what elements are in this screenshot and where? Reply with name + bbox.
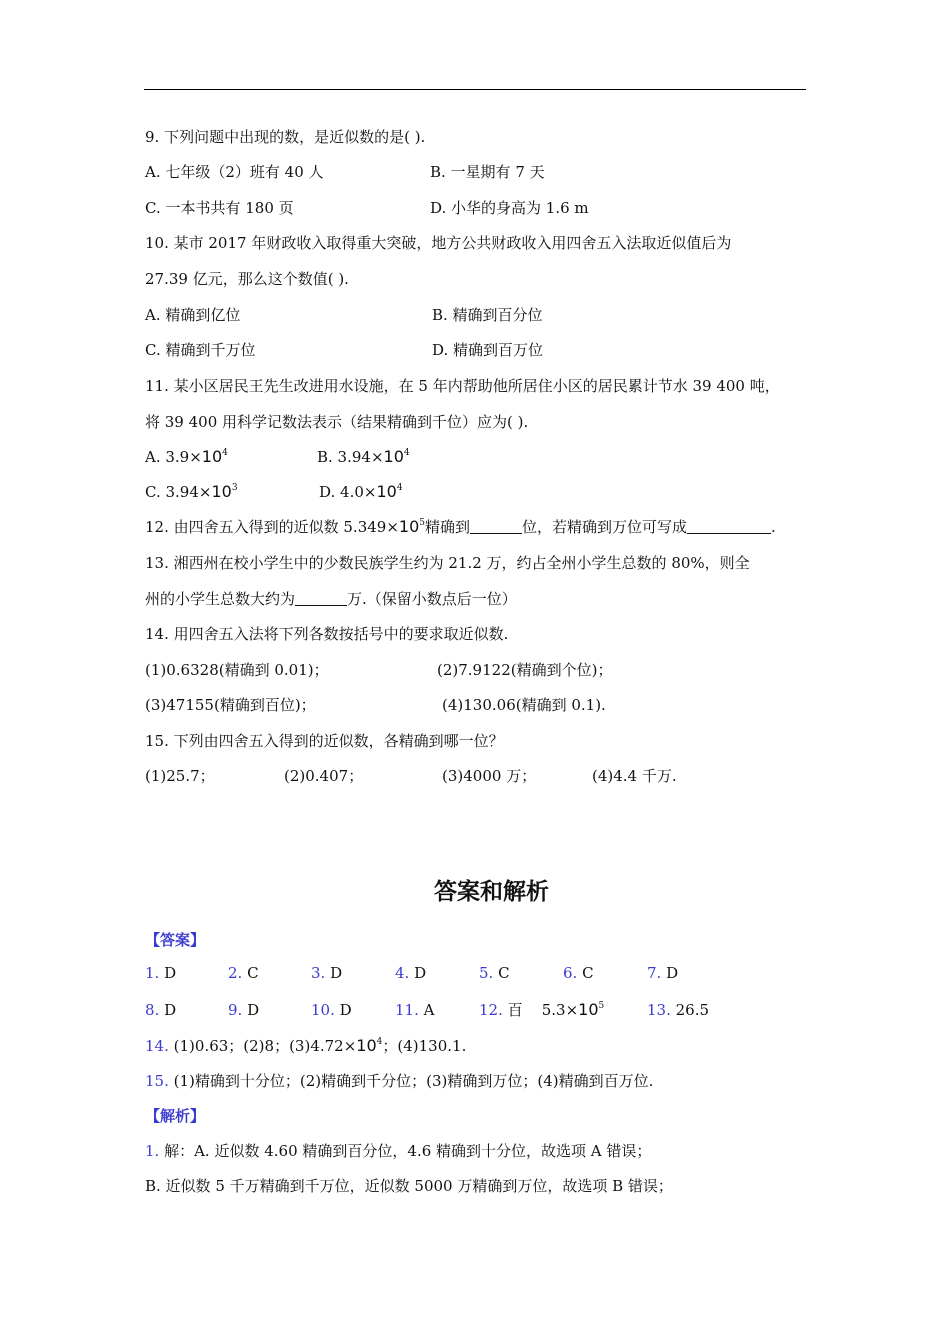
analysis-1-text: 解：A. 近似数 4.60 精确到百分位，4.6 精确到十分位，故选项 A 错误；	[164, 1142, 652, 1160]
q14-item-2: (2)7.9122(精确到个位)；	[437, 661, 613, 679]
answer-10	[311, 1000, 352, 1020]
q11-a-base: 10	[201, 447, 223, 466]
answer-15-text: (1)精确到十分位；(2)精确到千分位；(3)精确到万位；(4)精确到百万位.	[173, 1072, 654, 1090]
answer-11-val: A	[423, 1001, 435, 1019]
q15-item-3: (3)4000 万；	[442, 767, 537, 785]
q13-prefix: 州的小学生总数大约为	[145, 590, 296, 608]
q11-a-exp: 4	[222, 448, 228, 458]
answer-7-num: 7.	[647, 964, 662, 982]
q15-item-4: (4)4.4 千万.	[592, 767, 677, 785]
answer-8-val: D	[164, 1001, 177, 1019]
answer-4-num: 4.	[395, 964, 410, 982]
answer-12	[479, 1000, 604, 1020]
q15-stem: 15. 下列由四舍五入得到的近似数，各精确到哪一位？	[145, 732, 504, 750]
answer-5-num: 5.	[479, 964, 494, 982]
answer-3-num: 3.	[311, 964, 326, 982]
answer-1-num: 1.	[145, 964, 160, 982]
answer-6-num: 6.	[563, 964, 578, 982]
q11-b-base: 10	[383, 447, 404, 466]
q9-option-d: D. 小华的身高为 1.6 m	[430, 199, 589, 217]
analysis-1-num: 1.	[145, 1142, 160, 1160]
answer-13-val: 26.5	[675, 1001, 710, 1019]
answer-9-val: D	[247, 1001, 260, 1019]
q11-option-a	[145, 447, 228, 467]
q14-item-4: (4)130.06(精确到 0.1).	[442, 696, 606, 714]
q10-stem-line2: 27.39 亿元，那么这个数值( ).	[145, 270, 349, 288]
q11-d-base: 10	[376, 482, 397, 501]
q15-item-2: (2)0.407；	[284, 767, 364, 785]
answer-15	[145, 1071, 653, 1091]
q12-prefix: 12. 由四舍五入得到的近似数 5.349×	[145, 518, 399, 536]
q13-blank	[295, 591, 347, 606]
q9-option-a: A. 七年级（2）班有 40 人	[145, 163, 324, 181]
analysis-tag: 【解析】	[145, 1107, 206, 1125]
answer-2-val: C	[247, 964, 259, 982]
q12-blank-1	[470, 519, 522, 534]
answer-3-val: D	[330, 964, 343, 982]
answer-9	[228, 1000, 259, 1020]
answer-13	[647, 1000, 709, 1020]
q13-postfix: 万.（保留小数点后一位）	[347, 590, 517, 608]
answer-5-val: C	[498, 964, 510, 982]
q10-option-d: D. 精确到百万位	[432, 341, 544, 359]
q10-option-b: B. 精确到百分位	[432, 306, 543, 324]
answers-title: 答案和解析	[434, 879, 549, 905]
q12-blank-2	[687, 519, 771, 534]
answer-14-exp: 4	[376, 1037, 383, 1047]
q12-line	[145, 517, 776, 537]
q13-line1: 13. 湘西州在校小学生中的少数民族学生约为 21.2 万，约占全州小学生总数的 80%，则全	[145, 554, 750, 572]
q10-option-a: A. 精确到亿位	[145, 306, 241, 324]
q11-a-prefix: A. 3.9×	[145, 448, 202, 466]
answer-11	[395, 1000, 434, 1020]
q12-mid: 精确到	[425, 518, 471, 536]
q11-c-exp: 3	[231, 483, 238, 493]
answer-4-val: D	[414, 964, 427, 982]
q11-stem-line1: 11. 某小区居民王先生改进用水设施，在 5 年内帮助他所居住小区的居民累计节水 39 400 吨，	[145, 377, 780, 395]
q11-d-prefix: D. 4.0×	[319, 483, 377, 501]
answer-14-num: 14.	[145, 1037, 169, 1055]
q9-option-b: B. 一星期有 7 天	[430, 163, 545, 181]
q14-item-1: (1)0.6328(精确到 0.01)；	[145, 661, 329, 679]
answer-9-num: 9.	[228, 1001, 243, 1019]
q9-stem: 9. 下列问题中出现的数，是近似数的是( ).	[145, 128, 426, 146]
answer-12-word: 百	[507, 1001, 523, 1019]
q12-mid2: 位，若精确到万位可写成	[522, 518, 688, 536]
answer-12-base: 10	[578, 1000, 599, 1019]
q11-stem-line2: 将 39 400 用科学记数法表示（结果精确到千位）应为( ).	[145, 413, 529, 431]
analysis-line-2: B. 近似数 5 千万精确到千万位，近似数 5000 万精确到万位，故选项 B 错误；	[145, 1177, 673, 1195]
answer-8-num: 8.	[145, 1001, 160, 1019]
header-rule	[144, 89, 806, 90]
answer-1	[145, 963, 176, 983]
answer-14-prefix: (1)0.63；(2)8；(3)4.72×	[173, 1037, 357, 1055]
q14-item-3: (3)47155(精确到百位)；	[145, 696, 316, 714]
answer-7	[647, 963, 678, 983]
q11-c-prefix: C. 3.94×	[145, 483, 212, 501]
q11-c-base: 10	[211, 482, 232, 501]
q15-item-1: (1)25.7；	[145, 767, 215, 785]
q11-option-d	[319, 482, 403, 502]
q11-b-exp: 4	[403, 448, 410, 458]
answer-14-postfix: ；(4)130.1.	[382, 1037, 467, 1055]
answer-2	[228, 963, 259, 983]
answer-14	[145, 1036, 466, 1056]
q12-end: .	[771, 518, 776, 536]
q10-option-c: C. 精确到千万位	[145, 341, 256, 359]
q12-base: 10	[398, 517, 420, 536]
answer-13-num: 13.	[647, 1001, 671, 1019]
answer-8	[145, 1000, 176, 1020]
answer-6-val: C	[582, 964, 594, 982]
q11-option-b	[317, 447, 410, 467]
answer-11-num: 11.	[395, 1001, 419, 1019]
answer-1-val: D	[164, 964, 177, 982]
answer-10-val: D	[339, 1001, 352, 1019]
q9-option-c: C. 一本书共有 180 页	[145, 199, 294, 217]
answer-3	[311, 963, 342, 983]
answer-tag: 【答案】	[145, 931, 206, 949]
q11-b-prefix: B. 3.94×	[317, 448, 384, 466]
answer-10-num: 10.	[311, 1001, 335, 1019]
q10-stem-line1: 10. 某市 2017 年财政收入取得重大突破，地方公共财政收入用四舍五入法取近似值后为	[145, 234, 732, 252]
answer-4	[395, 963, 426, 983]
answer-6	[563, 963, 594, 983]
answer-15-num: 15.	[145, 1072, 169, 1090]
q11-d-exp: 4	[396, 483, 403, 493]
q14-stem: 14. 用四舍五入法将下列各数按括号中的要求取近似数.	[145, 625, 509, 643]
answer-14-base: 10	[356, 1036, 377, 1055]
answer-2-num: 2.	[228, 964, 243, 982]
answer-12-exp: 5	[598, 1001, 605, 1011]
answer-5	[479, 963, 510, 983]
answer-7-val: D	[666, 964, 679, 982]
q11-option-c	[145, 482, 238, 502]
answer-12-prefix: 5.3×	[541, 1001, 579, 1019]
q13-line2	[145, 589, 517, 609]
answer-12-num: 12.	[479, 1001, 503, 1019]
analysis-line-1	[145, 1141, 651, 1161]
q12-exp: 5	[419, 518, 425, 528]
